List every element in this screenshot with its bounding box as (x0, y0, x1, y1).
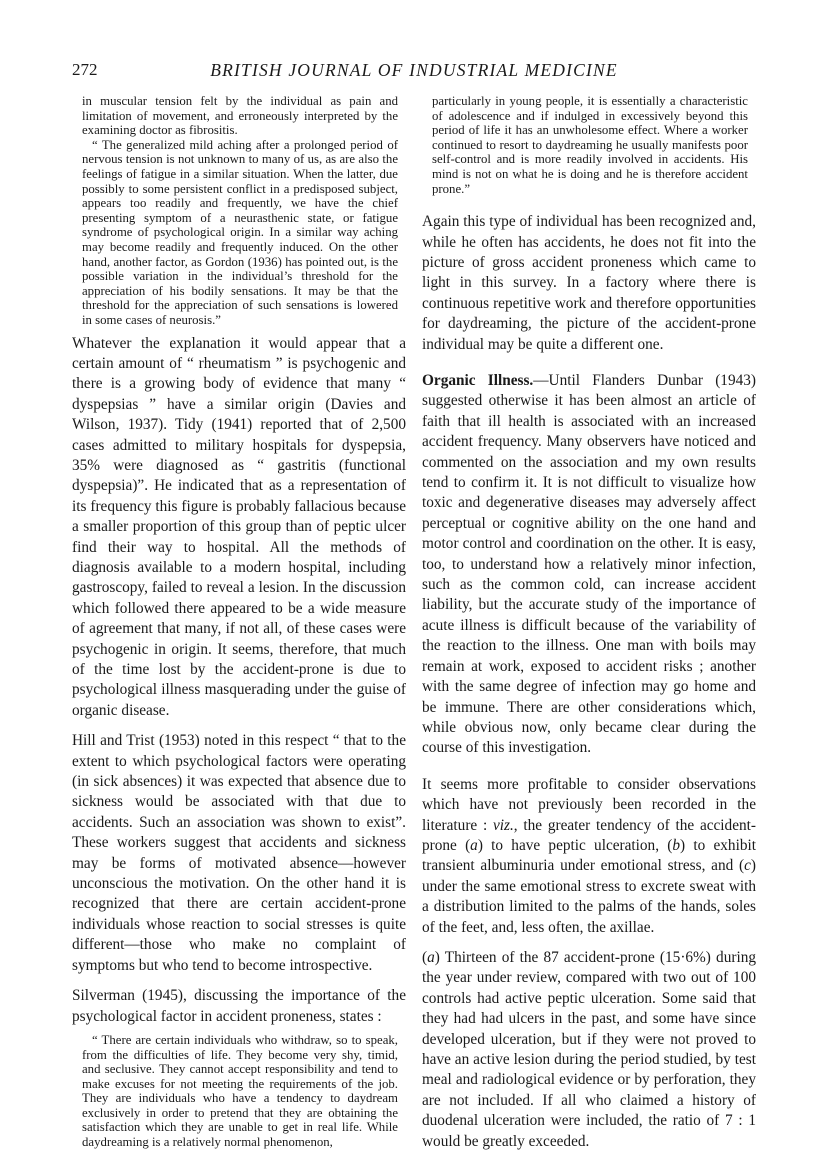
quote-silverman: “ There are certain individuals who withdraw, so to speak, from the difficulties of life. They become very shy, timid, and seclusive. They cannot accept responsibility and tend to make excuses for not meeting the requirements of the job. They are individuals who have a tendency to daydream exclusively in order to pretend that they are obtaining the satisfaction which they are unable to get in real life. While daydreaming is a relatively normal phenomenon, (82, 1032, 398, 1150)
paragraph-hill-trist: Hill and Trist (1953) noted in this respect “ that to the extent to which psychological factors were operating (in sick absences) it was expected that absence due to sickness would be associated with that due to accidents. Such an association was shown to exist”. These workers suggest that accidents and sickness may be forms of motivated absence—however unconscious the motivation. On the other hand it is recognized that there are certain accident-prone individuals whose reaction to social stresses is quite different—those who make no complaint of symptoms but who tend to become introspective. (72, 732, 406, 974)
page-header (72, 60, 756, 90)
paragraph-rheumatism: Whatever the explanation it would appear that a certain amount of “ rheumatism ” is psychogenic and there is a growing body of evidence that many “ dyspepsias ” have a similar origin (Davies and Wilson, 1937). Tidy (1941) reported that of 2,500 cases admitted to military hospitals for dyspepsia, 35% were diagnosed as “ gastritis (functional dyspepsia)”. He indicated that as a representation of its frequency this figure is probably fallacious because a smaller proportion of this group than of peptic ulcer find their way to hospital. All the methods of diagnosis available to a modern hospital, including gastroscopy, failed to reveal a lesion. In the discussion which followed there appeared to be a wide measure of agreement that many, if not all, of these cases were psychogenic in origin. It seems, therefore, that much of the time lost by the accident-prone is due to psychological illness masquerading under the guise of organic disease. (72, 334, 406, 719)
section-heading-organic-illness: Organic Illness. (422, 372, 534, 389)
paragraph-observations: It seems more profitable to consider observations which have not previously been recorded in the literature : viz., the greater tendency of the accident-prone (a) to have peptic ulceration, (b) to exhibit transient albuminuria under emotional stress, and (c) under the same emotional stress to excrete sweat with a distribution limited to the palms of the hands, soles of the feet, and, less often, the axillae. (422, 775, 756, 936)
label-c: c (744, 857, 751, 875)
quote-fibrositis-end: in muscular tension felt by the individual as pain and limitation of movement, and erroneously interpreted by the examining doctor as fibrositis. (82, 94, 398, 138)
left-column (72, 94, 406, 1150)
paragraph-daydreaming: Again this type of individual has been recognized and, while he often has accidents, he does not fit into the picture of gross accident proneness which came to light in this survey. In a factory where there is continuous repetitive work and therefore opportunities for daydreaming, the picture of the accident-prone individual may be quite a different one. (422, 213, 756, 353)
label-a: a (470, 836, 478, 854)
quote-gordon: “ The generalized mild aching after a prolonged period of nervous tension is not unknown to many of us, as are also the feelings of fatigue in a similar situation. When the latter, due possibly to some persistent conflict in a predisposed subject, appears too readily and frequently, we have the chief presenting symptom of a neurasthenic state, or fatigue syndrome of psychological origin. In a similar way aching may become readily and frequently induced. On the other hand, another factor, as Gordon (1936) has pointed out, is the possible variation in the individual’s threshold for the appreciation of his bodily sensations. It may be that the threshold for the appreciation of such sensations is lowered in some cases of neurosis.” (82, 137, 398, 327)
page-number: 272 (72, 60, 98, 79)
viz-abbrev: viz. (492, 816, 514, 834)
organic-illness-text: —Until Flanders Dunbar (1943) suggested otherwise it has been almost an article of faith that ill health is associated with an increased accident frequency. Many observers have noticed and commented on the association and my own results tend to confirm it. It is not difficult to visualize how toxic and degenerative diseases may adversely affect perceptual or cognitive ability on the one hand and motor control and coordination on the other. It is easy, too, to understand how a relatively minor infection, such as the common cold, can increase accident liability, but the accurate study of the importance of acute illness is difficult because of the variability of the reaction to the illness. One man with boils may remain at work, exposed to accident risks ; another with the same degree of infection may go home and be immune. There are other considerations which, while obvious now, only became clear during the course of this investigation. (422, 372, 756, 757)
journal-title: BRITISH JOURNAL OF INDUSTRIAL MEDICINE (210, 60, 618, 80)
paragraph-organic-illness (422, 371, 756, 759)
label-b: b (672, 836, 681, 854)
paragraph-silverman: Silverman (1945), discussing the importance of the psychological factor in accident proneness, states : (72, 987, 406, 1025)
paragraph-peptic-ulcer: (a) Thirteen of the 87 accident-prone (15·6%) during the year under review, compared with two out of 100 controls had active peptic ulceration. Some said that they had had ulcers in the past, and some have since developed ulceration, but if they were not proved to have an active lesion during the period studied, by test meal and radiological evidence or by perforation, they are not included. If all who claimed a history of duodenal ulceration were included, the ratio of 7 : 1 would be greatly exceeded. (422, 948, 756, 1150)
quote-silverman-cont: particularly in young people, it is essentially a characteristic of adolescence and if indulged in excessively beyond this period of life it has an unwholesome effect. Where a worker continued to resort to daydreaming he usually manifests poor self-control and is more readily involved in accidents. His mind is not on what he is doing and he is therefore accident prone.” (432, 94, 748, 196)
right-column (422, 94, 756, 1152)
label-a-item: a (427, 948, 435, 966)
